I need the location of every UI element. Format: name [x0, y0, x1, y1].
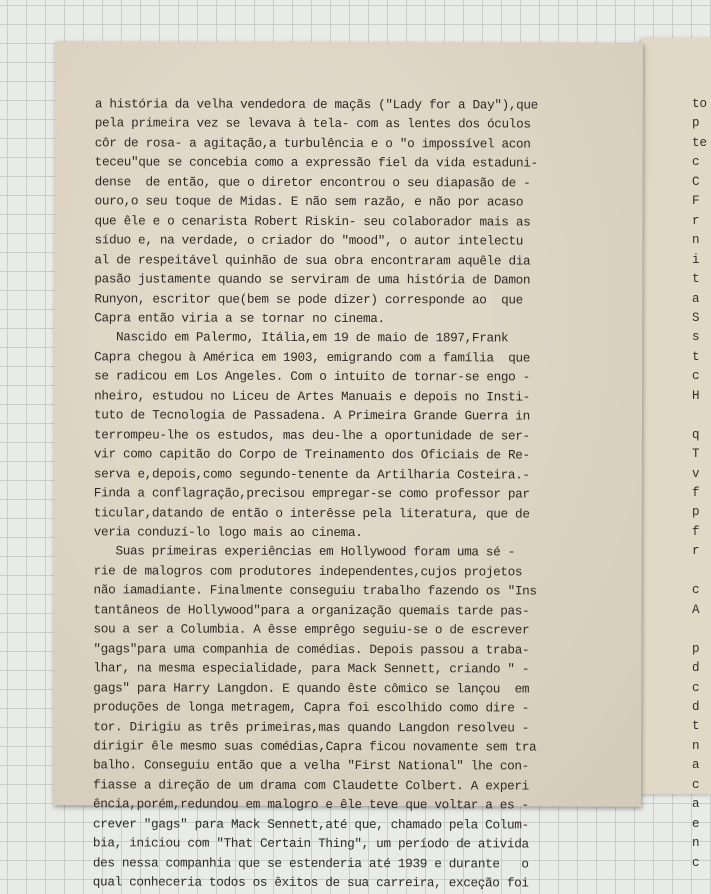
next-page-fragment: q — [692, 427, 700, 442]
text-line: síduo e, na verdade, o criador do "mood", o autor intelectu — [94, 232, 524, 249]
text-line: rie de malogros com produtores independentes,cujos projetos — [93, 563, 523, 580]
next-page-fragment: c — [692, 583, 700, 598]
text-line: al de respeitável quinhão de sua obra encontraram aquêle dia — [94, 251, 531, 269]
text-line: lhar, na mesma especialidade, para Mack Sennett, criando " - — [93, 660, 530, 677]
text-line: Capra chegou à América em 1903, emigrando com a família que — [94, 349, 531, 366]
text-line: gags" para Harry Langdon. E quando êste cômico se lançou em — [93, 679, 530, 697]
next-page-fragment: a — [692, 797, 700, 812]
next-page-fragment: f — [692, 524, 700, 539]
next-page-fragment: d — [692, 661, 700, 676]
text-line: serva e,depois,como segundo-tenente da Artilharia Costeira.- — [93, 465, 530, 483]
text-line: tor. Dirigiu as três primeiras,mas quando Langdon resolveu - — [93, 718, 530, 735]
text-line: ência,porém,redundou em malogro e êle teve que voltar a es - — [92, 796, 529, 813]
text-line: fiasse a direção de um drama com Claudette Colbert. A experi — [93, 777, 529, 794]
text-line: crever "gags" para Mack Sennett,até que, chamado pela Colum- — [92, 816, 529, 833]
text-line: Nascido em Palermo, Itália,em 19 de maio de 1897,Frank — [94, 329, 509, 346]
next-page-fragment: d — [692, 699, 700, 714]
next-page-fragment: p — [692, 641, 700, 656]
text-line: pasão justamente quando se serviram de uma história de Damon — [94, 271, 531, 288]
next-page-fragment: p — [692, 116, 700, 131]
text-line: qual conheceria todos os êxitos de sua carreira, exceção foi — [92, 874, 529, 891]
next-page-fragment: S — [692, 310, 700, 325]
next-page-fragment: to — [692, 97, 708, 111]
text-line: terrompeu-lhe os estudos, mas deu-lhe a oportunidade de ser- — [93, 427, 530, 444]
text-line: ticular,datando de então o interêsse pela literatura, que de — [93, 504, 530, 521]
text-line: dirigir êle mesmo suas comédias,Capra ficou novamente sem tra — [93, 738, 537, 755]
text-line: des nessa companhia que se estenderia até 1939 e durante o — [92, 855, 529, 872]
text-line: côr de rosa- a agitação,a turbulência e o "o impossível acon — [94, 135, 531, 152]
next-page-fragment: p — [692, 505, 700, 520]
next-page-fragment: r — [692, 213, 700, 228]
next-page-fragment: t — [692, 349, 700, 364]
text-line: que êle e o cenarista Robert Riskin- seu colaborador mais as — [94, 213, 531, 230]
next-page-fragment: c — [692, 155, 700, 170]
text-line: se radicou em Los Angeles. Com o intuito de tornar-se engo - — [94, 368, 530, 385]
text-line: Capra então viria a se tornar no cinema. — [94, 310, 385, 327]
text-line: pela primeira vez se levava à tela- com as lentes dos óculos — [94, 115, 531, 132]
next-page-fragment: s — [692, 330, 700, 345]
next-page-fragment: f — [692, 486, 700, 500]
next-page-fragment: c — [692, 680, 700, 695]
text-line: tantâneos de Hollywood"para a organização quemais tarde pas- — [93, 602, 530, 619]
next-page-fragment: e — [692, 816, 700, 831]
next-page-edge — [641, 38, 711, 870]
next-page-fragment: v — [692, 466, 700, 481]
text-line: veria conduzí-lo logo mais ao cinema. — [93, 524, 363, 541]
next-page-fragment: a — [692, 291, 700, 306]
next-page-fragment: c — [692, 777, 700, 792]
text-line: bia, iniciou com "That Certain Thing", um período de ativida — [92, 835, 529, 852]
text-line: "gags"para uma companhia de comédias. Depois passou a traba- — [93, 641, 530, 658]
next-page-fragment: H — [692, 388, 700, 403]
next-page-fragment: a — [692, 758, 700, 773]
text-line: sou a ser a Columbia. A êsse emprêgo seguiu-se o de escrever — [93, 621, 530, 638]
text-line: Runyon, escritor que(bem se pode dizer) corresponde ao que — [94, 290, 523, 307]
next-page-fragment: F — [692, 194, 700, 209]
text-line: produções de longa metragem, Capra foi escolhido como dire - — [93, 699, 530, 716]
text-line: nheiro, estudou no Liceu de Artes Manuais e depois no Insti- — [94, 388, 530, 405]
next-page-fragment: t — [692, 719, 700, 734]
next-page-fragment: T — [692, 447, 700, 462]
next-page-fragment: t — [692, 272, 700, 287]
text-line: Suas primeiras experiências em Hollywood foram uma sé - — [93, 543, 515, 560]
next-page-fragment: n — [692, 836, 700, 851]
next-page-fragment: i — [692, 252, 700, 267]
text-line: a história da velha vendedora de maçãs ("Lady for a Day"),que — [94, 96, 538, 113]
text-line: dense de então, que o diretor encontrou o seu diapasão de - — [94, 174, 531, 191]
text-line: Finda a conflagração,precisou empregar-se como professor par — [93, 485, 530, 502]
text-line: teceu"que se concebia como a expressão fiel da vida estaduni- — [94, 154, 538, 171]
text-line: tuto de Tecnologia de Passadena. A Primeira Grande Guerra in — [94, 407, 530, 424]
next-page-fragment: te — [692, 135, 708, 150]
text-line: ouro,o seu toque de Midas. E não sem razão, e não por acaso — [94, 193, 524, 210]
text-line: não iamadiante. Finalmente conseguiu trabalho fazendo os "Ins — [93, 582, 537, 599]
next-page-fragment: C — [692, 174, 700, 189]
next-page-fragment: n — [692, 233, 700, 248]
next-page-fragment: A — [692, 602, 700, 617]
next-page-fragment: r — [692, 544, 700, 559]
next-page-fragment: n — [692, 738, 700, 753]
document-body — [93, 94, 635, 893]
text-line: vir como capitão do Corpo de Treinamento dos Oficiais de Re- — [93, 446, 530, 463]
next-page-fragment: c — [692, 855, 700, 870]
text-line: balho. Conseguiu então que a velha "First National" lhe con- — [93, 757, 529, 774]
next-page-fragment: c — [692, 369, 700, 384]
typewritten-page — [53, 41, 643, 891]
